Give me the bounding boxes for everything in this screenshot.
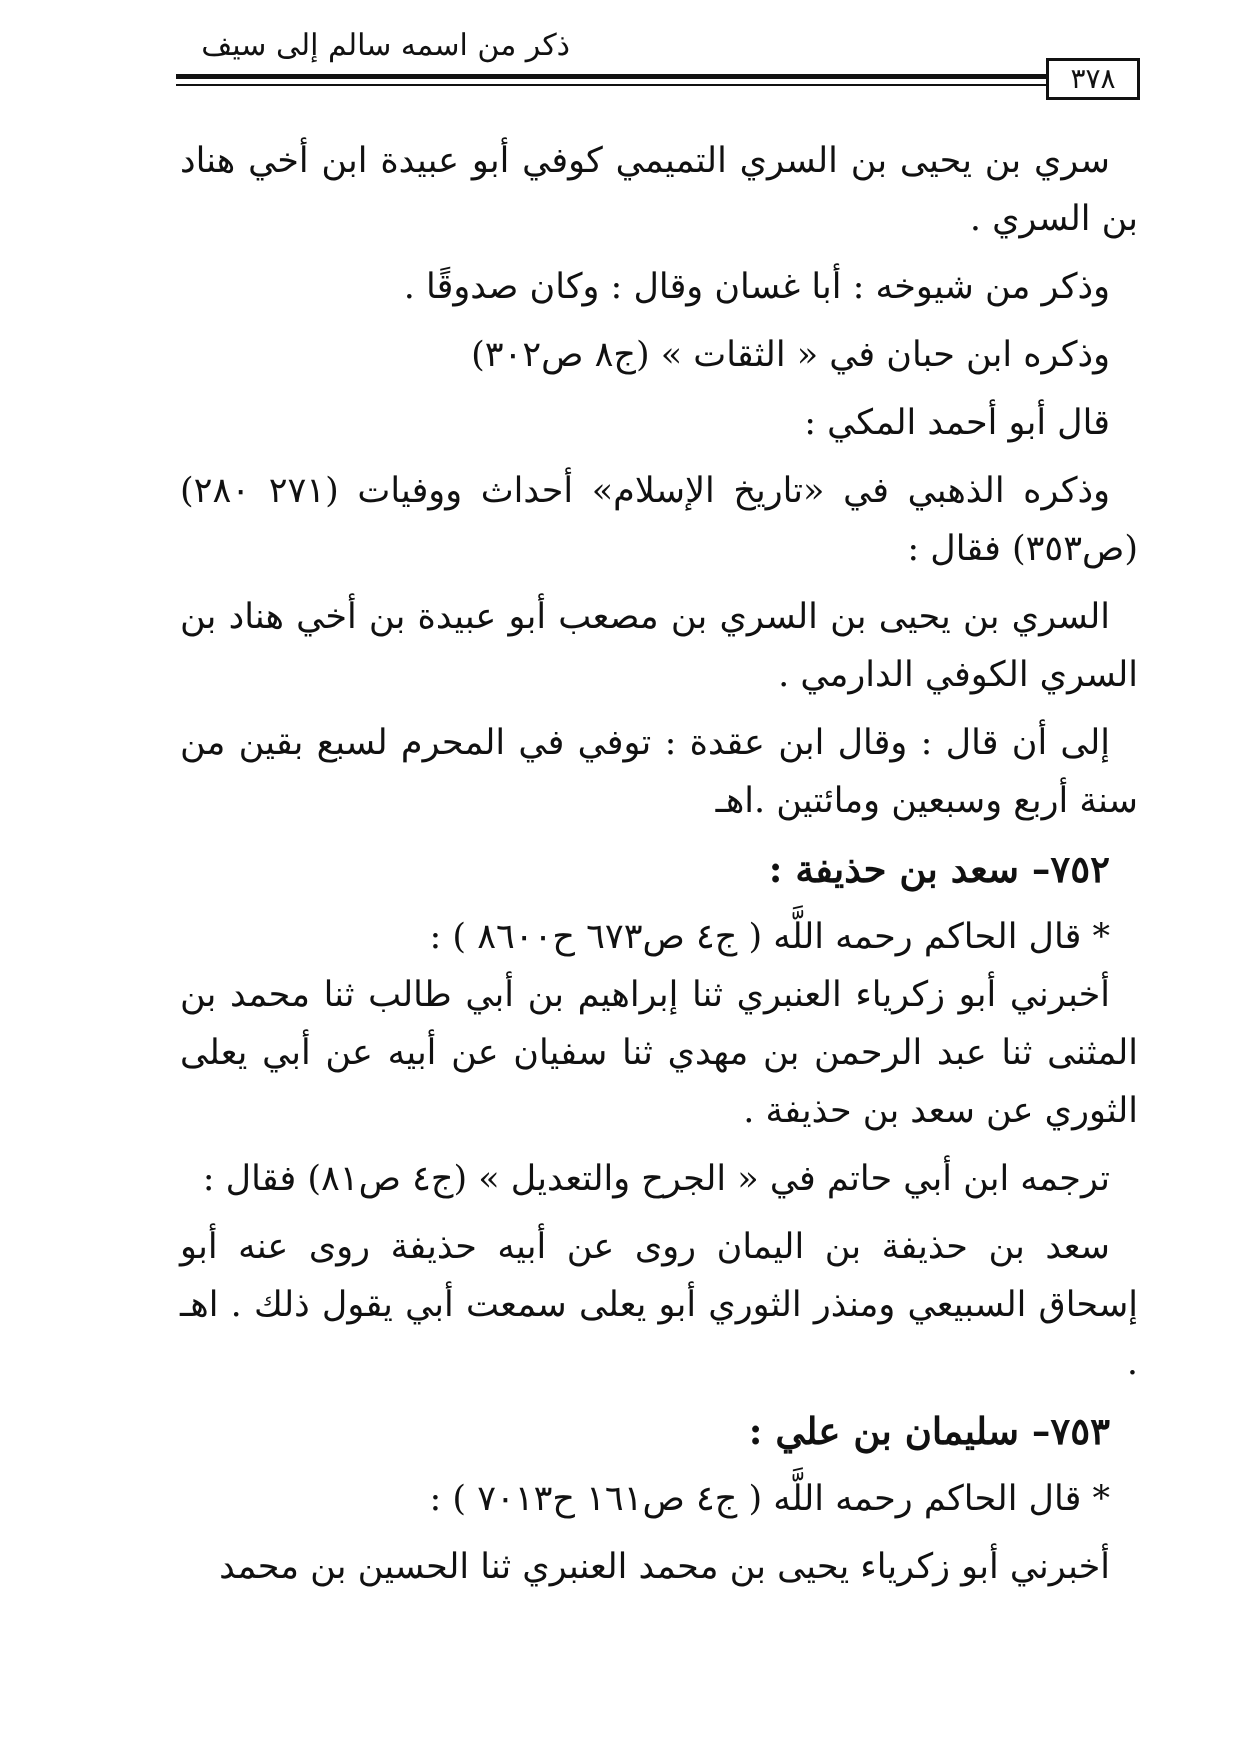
paragraph: أخبرني أبو زكرياء العنبري ثنا إبراهيم بن أبي طالب ثنا محمد بن المثنى ثنا عبد الرحمن بن مهدي ثنا سفيان عن أبيه عن أبي يعلى الثوري عن سعد بن حذيفة .: [180, 975, 1138, 1131]
paragraph: أخبرني أبو زكرياء يحيى بن محمد العنبري ثنا الحسين بن محمد: [219, 1547, 1110, 1587]
paragraph: قال أبو أحمد المكي :: [804, 403, 1110, 443]
entry-heading: ٧٥٢– سعد بن حذيفة :: [768, 847, 1110, 891]
paragraph: سري بن يحيى بن السري التميمي كوفي أبو عبيدة ابن أخي هناد بن السري .: [180, 141, 1138, 239]
paragraph: السري بن يحيى بن السري بن مصعب أبو عبيدة بن أخي هناد بن السري الكوفي الدارمي .: [180, 597, 1138, 695]
page-body: [180, 132, 1138, 1606]
paragraph: إلى أن قال : وقال ابن عقدة : توفي في المحرم لسبع بقين من سنة أربع وسبعين ومائتين .اهـ: [180, 723, 1138, 821]
paragraph: * قال الحاكم رحمه اللَّه ( ج٤ ص٦٧٣ ح٨٦٠٠ ) :: [429, 917, 1110, 957]
entry-heading: ٧٥٣– سليمان بن علي :: [748, 1409, 1110, 1453]
paragraph: وذكره الذهبي في «تاريخ الإسلام» أحداث ووفيات (٢٧١ ٢٨٠) (ص٣٥٣) فقال :: [180, 471, 1138, 569]
paragraph: * قال الحاكم رحمه اللَّه ( ج٤ ص١٦١ ح٧٠١٣ ) :: [429, 1479, 1110, 1519]
paragraph: ترجمه ابن أبي حاتم في « الجرح والتعديل » (ج٤ ص٨١) فقال :: [202, 1159, 1110, 1199]
paragraph: سعد بن حذيفة بن اليمان روى عن أبيه حذيفة روى عنه أبو إسحاق السبيعي ومنذر الثوري أبو يعلى سمعت أبي يقول ذلك . اهـ .: [180, 1227, 1139, 1383]
page-number: ٣٧٨: [1046, 58, 1140, 100]
running-title: ذكر من اسمه سالم إلى سيف: [201, 28, 570, 63]
paragraph: وذكره ابن حبان في « الثقات » (ج٨ ص٣٠٢): [471, 335, 1110, 375]
header-rule: [176, 74, 1046, 86]
paragraph: وذكر من شيوخه : أبا غسان وقال : وكان صدوقًا .: [403, 267, 1110, 307]
